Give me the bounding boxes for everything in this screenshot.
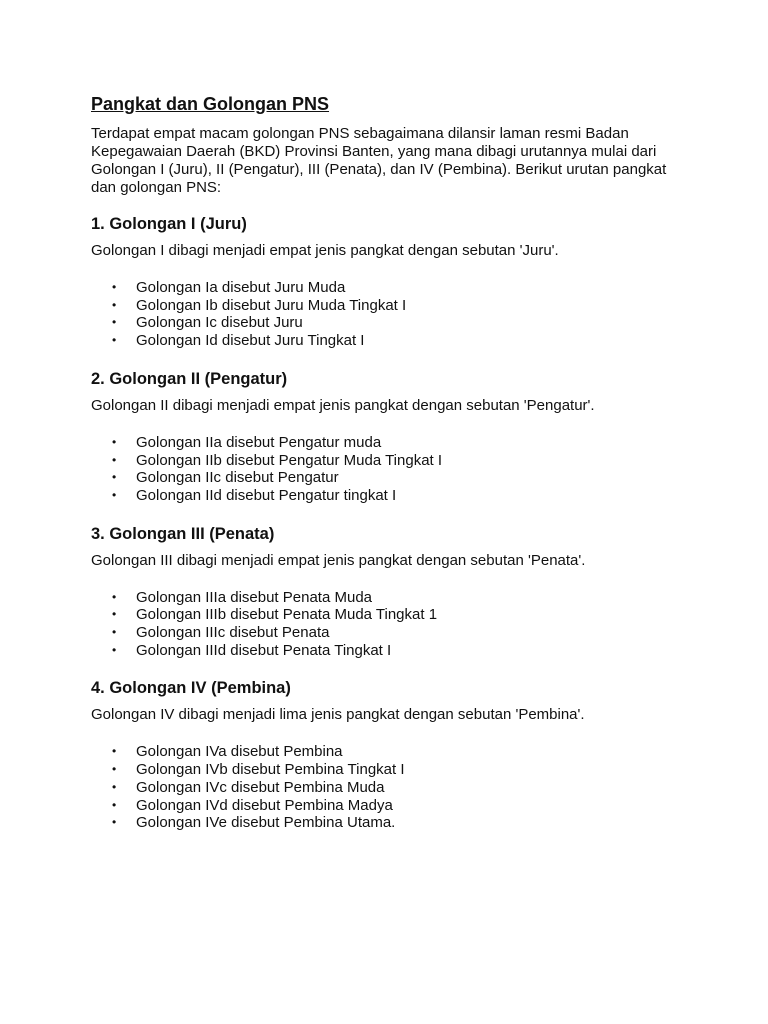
intro-paragraph: Terdapat empat macam golongan PNS sebagaimana dilansir laman resmi Badan Kepegawaian Daerah (BKD) Provinsi Banten, yang mana dibagi urutannya mulai dari Golongan I (Juru), II (Pengatur), III (Penata), dan IV (Pembina). Berikut urutan pangkat dan golongan PNS: — [91, 125, 667, 196]
list-item-text: Golongan IVd disebut Pembina Madya — [136, 796, 393, 814]
list-item — [91, 797, 691, 815]
bullet-icon: • — [112, 815, 117, 830]
section-golongan-iv — [91, 678, 691, 832]
list-item-text: Golongan Ia disebut Juru Muda — [136, 279, 346, 296]
list-item-text: Golongan IId disebut Pengatur tingkat I — [136, 486, 397, 504]
rank-list — [91, 434, 691, 505]
bullet-icon: • — [112, 333, 117, 348]
section-description: Golongan I dibagi menjadi empat jenis pangkat dengan sebutan 'Juru'. — [91, 242, 559, 259]
section-golongan-iii — [91, 524, 691, 660]
list-item — [91, 589, 691, 607]
list-item-text: Golongan IIIb disebut Penata Muda Tingkat 1 — [136, 606, 438, 624]
list-item-text: Golongan IIb disebut Pengatur Muda Tingkat I — [136, 451, 443, 469]
bullet-icon: • — [112, 744, 117, 759]
section-description: Golongan III dibagi menjadi empat jenis pangkat dengan sebutan 'Penata'. — [91, 551, 586, 569]
list-item-text: Golongan IIa disebut Pengatur muda — [136, 433, 382, 451]
bullet-icon: • — [112, 642, 117, 657]
list-item-text: Golongan IVa disebut Pembina — [136, 743, 343, 761]
list-item-text: Golongan Ib disebut Juru Muda Tingkat I — [136, 296, 407, 314]
bullet-icon: • — [112, 315, 117, 330]
document-title: Pangkat dan Golongan PNS — [91, 94, 330, 114]
section-golongan-i — [91, 214, 691, 350]
list-item — [91, 814, 691, 832]
bullet-icon: • — [112, 762, 117, 777]
list-item — [91, 487, 691, 505]
list-item — [91, 779, 691, 797]
section-golongan-ii — [91, 369, 691, 505]
list-item — [91, 624, 691, 642]
list-item-text: Golongan IIIc disebut Penata — [136, 624, 330, 642]
bullet-icon: • — [112, 779, 117, 794]
section-heading: 1. Golongan I (Juru) — [91, 215, 247, 233]
rank-list — [91, 743, 691, 832]
list-item-text: Golongan IIId disebut Penata Tingkat I — [136, 641, 392, 659]
bullet-icon: • — [112, 452, 117, 467]
list-item-text: Golongan IVc disebut Pembina Muda — [136, 778, 385, 796]
list-item-text: Golongan IIIa disebut Penata Muda — [136, 588, 373, 606]
section-heading: 3. Golongan III (Penata) — [91, 524, 275, 543]
section-heading: 2. Golongan II (Pengatur) — [91, 369, 288, 388]
list-item-text: Golongan Ic disebut Juru — [136, 314, 303, 332]
list-item — [91, 452, 691, 470]
bullet-icon: • — [112, 297, 117, 312]
rank-list — [91, 279, 691, 350]
bullet-icon: • — [112, 797, 117, 812]
list-item — [91, 743, 691, 761]
rank-list — [91, 589, 691, 660]
list-item — [91, 469, 691, 487]
bullet-icon: • — [112, 607, 117, 622]
list-item — [91, 606, 691, 624]
bullet-icon: • — [112, 487, 117, 502]
list-item — [91, 434, 691, 452]
list-item — [91, 332, 691, 350]
list-item — [91, 279, 691, 297]
list-item — [91, 642, 691, 660]
section-heading: 4. Golongan IV (Pembina) — [91, 679, 291, 698]
bullet-icon: • — [112, 625, 117, 640]
bullet-icon: • — [112, 280, 117, 294]
list-item-text: Golongan IVe disebut Pembina Utama. — [136, 814, 396, 832]
bullet-icon: • — [112, 589, 117, 604]
bullet-icon: • — [112, 470, 117, 485]
section-description: Golongan II dibagi menjadi empat jenis pangkat dengan sebutan 'Pengatur'. — [91, 396, 595, 414]
document-page — [91, 93, 691, 851]
list-item — [91, 297, 691, 315]
list-item-text: Golongan IIc disebut Pengatur — [136, 469, 339, 487]
list-item — [91, 761, 691, 779]
list-item-text: Golongan IVb disebut Pembina Tingkat I — [136, 761, 405, 779]
section-description: Golongan IV dibagi menjadi lima jenis pangkat dengan sebutan 'Pembina'. — [91, 706, 585, 724]
bullet-icon: • — [112, 434, 117, 449]
list-item-text: Golongan Id disebut Juru Tingkat I — [136, 332, 365, 350]
list-item — [91, 314, 691, 332]
